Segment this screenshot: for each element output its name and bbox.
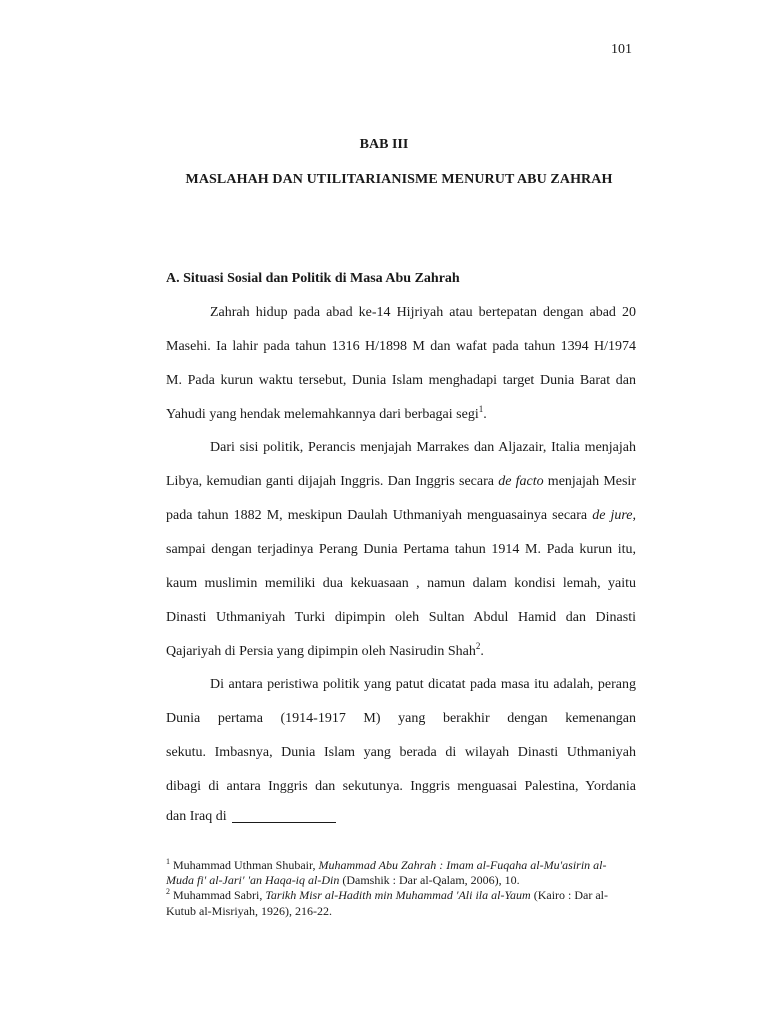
footnote-1-line-2: Muda fi' al-Jari' 'an Haqa-iq al-Din (Damshik : Dar al-Qalam, 2006), 10.: [166, 873, 520, 887]
footnote-2-line-2: Kutub al-Misriyah, 1926), 216-22.: [166, 904, 332, 918]
footnote-separator: [232, 822, 336, 823]
paragraph-3-line-5: dan Iraq di: [166, 809, 227, 824]
paragraph-3-line-3: sekutu. Imbasnya, Dunia Islam yang berada di wilayah Dinasti Uthmaniyah: [166, 745, 636, 760]
chapter-label: BAB III: [359, 137, 409, 152]
footnote-ref-1[interactable]: 1: [478, 404, 484, 414]
paragraph-3-line-1: Di antara peristiwa politik yang patut dicatat pada masa itu adalah, perang: [210, 677, 636, 692]
italic-term: de jure,: [592, 508, 636, 523]
italic-term: de facto: [498, 474, 544, 489]
paragraph-1-line-4: Yahudi yang hendak melemahkannya dari berbagai segi$^1$.: [166, 404, 487, 422]
paragraph-2-line-6: Dinasti Uthmaniyah Turki dipimpin oleh Sultan Abdul Hamid dan Dinasti: [166, 610, 636, 625]
paragraph-1-line-2: Masehi. Ia lahir pada tahun 1316 H/1898 M dan wafat pada tahun 1394 H/1974: [166, 339, 636, 354]
paragraph-2-line-3: pada tahun 1882 M, meskipun Daulah Uthmaniyah menguasainya secara de jure,: [166, 508, 636, 523]
page-number: 101: [611, 42, 632, 57]
paragraph-2-line-5: kaum muslimin memiliki dua kekuasaan , namun dalam kondisi lemah, yaitu: [166, 576, 636, 591]
paragraph-3-line-4: dibagi di antara Inggris dan sekutunya. Inggris menguasai Palestina, Yordania: [166, 779, 636, 794]
chapter-title: MASLAHAH DAN UTILITARIANISME MENURUT ABU ZAHRAH: [185, 172, 613, 187]
section-heading: A. Situasi Sosial dan Politik di Masa Abu Zahrah: [166, 271, 460, 286]
footnote-1-line-1: $^1$ Muhammad Uthman Shubair, Muhammad Abu Zahrah : Imam al-Fuqaha al-Mu'asirin al-: [166, 857, 607, 872]
paragraph-2-line-2: Libya, kemudian ganti dijajah Inggris. Dan Inggris secara de facto menjajah Mesir: [166, 474, 636, 489]
paragraph-3-line-2: Dunia pertama (1914-1917 M) yang berakhir dengan kemenangan: [166, 711, 636, 726]
paragraph-2-line-4: sampai dengan terjadinya Perang Dunia Pertama tahun 1914 M. Pada kurun itu,: [166, 542, 636, 557]
paragraph-2-line-1: Dari sisi politik, Perancis menjajah Marrakes dan Aljazair, Italia menjajah: [210, 440, 636, 455]
footnote-ref-2[interactable]: 2: [475, 641, 481, 651]
paragraph-1-line-1: Zahrah hidup pada abad ke-14 Hijriyah atau bertepatan dengan abad 20: [210, 305, 636, 320]
footnote-2-line-1: $^2$ Muhammad Sabri, Tarikh Misr al-Hadith min Muhammad 'Ali ila al-Yaum (Kairo : Dar al-: [166, 887, 608, 902]
paragraph-2-line-7: Qajariyah di Persia yang dipimpin oleh Nasirudin Shah$^2$.: [166, 641, 484, 659]
paragraph-1-line-3: M. Pada kurun waktu tersebut, Dunia Islam menghadapi target Dunia Barat dan: [166, 373, 636, 388]
